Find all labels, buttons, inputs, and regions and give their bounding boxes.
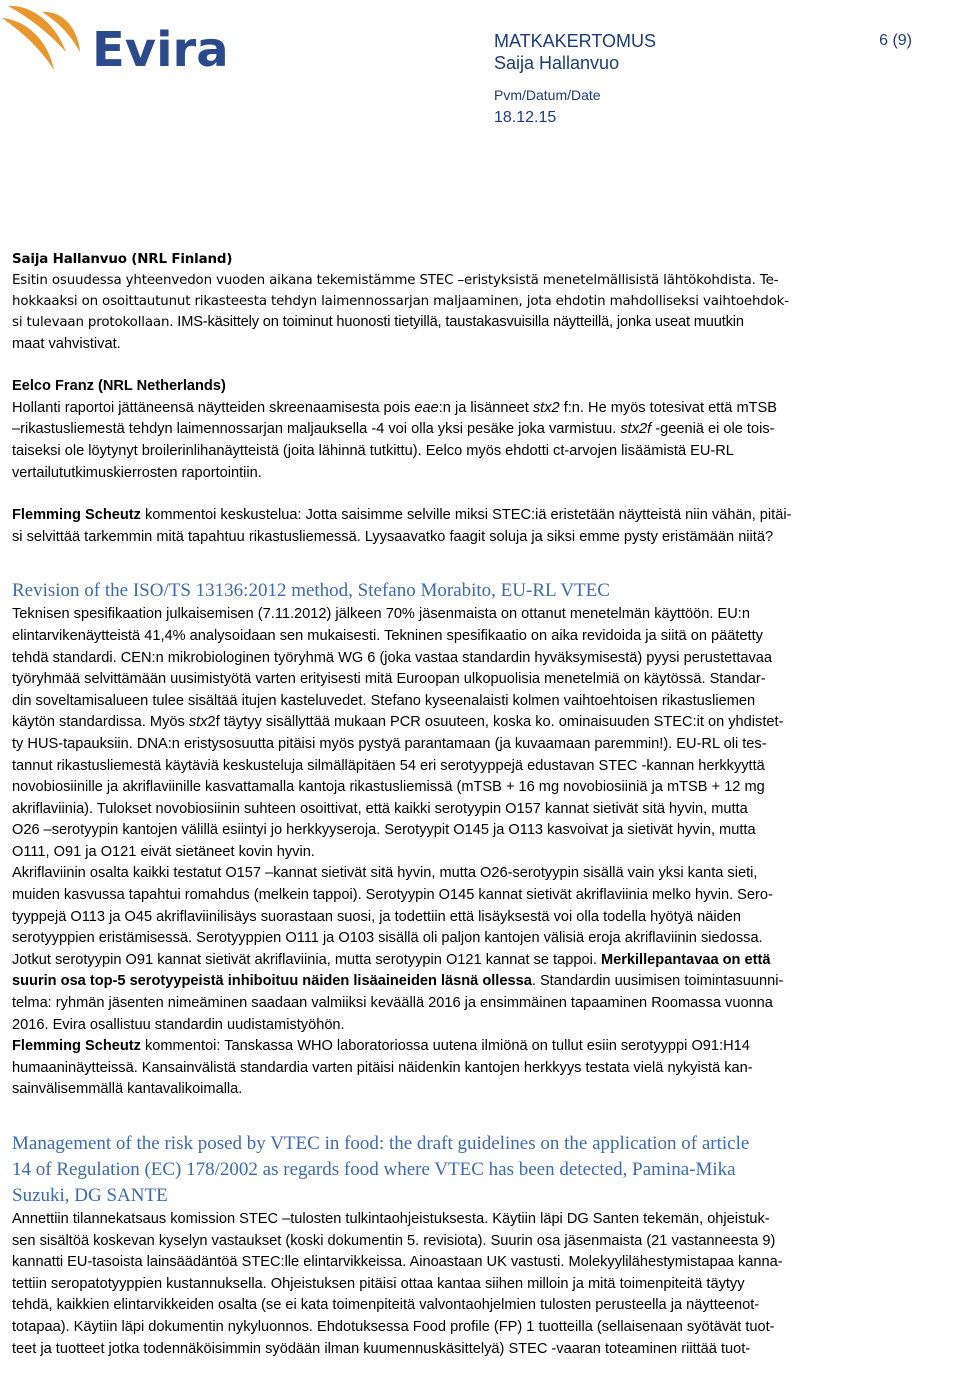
gene-name: stx <box>188 714 208 731</box>
section-title: Management of the risk posed by VTEC in food: the draft guidelines on the application of article <box>12 1133 750 1154</box>
paragraph-line: Esitin osuudessa yhteenvedon vuoden aikana tekemistämme STEC –eristyksistä menetelmällisistä lähtökohdista. Te- <box>12 273 779 288</box>
document-header <box>494 30 934 128</box>
date-label: Pvm/Datum/Date <box>494 87 601 103</box>
paragraph-line: Annettiin tilannekatsaus komission STEC –tulosten tulkintaohjeistuksesta. Käytiin läpi DG Santen tekemän, ohjeistuk- <box>12 1211 770 1227</box>
gene-name: stx2f <box>620 421 652 438</box>
paragraph-line: humaaninäytteissä. Kansainvälistä standardia varten pitäisi näidenkin kantojen herkkyys testata vielä nykyistä kan- <box>12 1059 753 1076</box>
document-type: MATKAKERTOMUS <box>494 31 657 51</box>
paragraph-line: hokkaaksi on osoittautunut rikasteesta tehdyn laimennossarjan maljaaminen, jota ehdotin mahdolliseksi vaihtoehdok- <box>12 294 789 309</box>
paragraph-line: elintarvikenäytteistä 41,4% analysoidaan sen mukaisesti. Tekninen spesifikaatio on aika revidoida ja siitä on päätetty <box>12 627 763 644</box>
text-run: kommentoi keskustelua: Jotta saisimme selville miksi STEC:iä eristetään näytteistä niin vähän, pitäi- <box>140 507 792 524</box>
gene-name: stx2 <box>532 399 560 416</box>
section-heading: Saija Hallanvuo (NRL Finland) <box>12 252 233 267</box>
paragraph-line <box>12 971 882 993</box>
page-number: 6 (9) <box>879 32 912 49</box>
paragraph-line: akriflaviinia). Tulokset novobiosiinin suhteen osoittivat, että kaikki serotyypin O157 kannat sietivät sitä hyvin, mutta <box>12 800 748 817</box>
paragraph-line: Teknisen spesifikaation julkaisemisen (7.11.2012) jälkeen 70% jäsenmaista on ottanut menetelmän käyttöön. EU:n <box>12 606 750 623</box>
text-run: :n ja lisänneet <box>438 399 533 416</box>
paragraph-line <box>12 950 882 972</box>
paragraph-line <box>12 505 882 527</box>
paragraph-line: din soveltamisalueen tulee sisältää itujen kasteluvedet. Stefano kyseenalaisti kolmen vaihtoehtoisen rikastusliemen <box>12 692 756 709</box>
paragraph-line: si selvittää tarkemmin mitä tapahtuu rikastusliemessä. Lyysaavatko faagit soluja ja siksi emme pysty eristämään niitä? <box>12 528 774 545</box>
date-value: 18.12.15 <box>494 109 557 126</box>
evira-logo <box>0 0 240 90</box>
gene-name: eae <box>414 399 439 416</box>
paragraph-line: muiden kasvussa tapahtui romahdus (melkein tappoi). Serotyypin O145 kannat sietivät akriflaviinia melko hyvin. Sero- <box>12 887 773 904</box>
paragraph-line: totapaa). Käytiin läpi dokumentin nykyluonnos. Ehdotuksessa Food profile (FP) 1 tuotteilla (sellaisenaan syötävät tuot- <box>12 1318 775 1335</box>
text-run: -geeniä ei ole tois- <box>651 421 775 438</box>
paragraph-line: tannut rikastusliemestä käytäviä keskusteluja silmälläpitäen 54 eri serotyyppejä edustavan STEC -kannan herkkyyttä <box>12 757 765 774</box>
paragraph-line: ty HUS-tapauksiin. DNA:n eristysosuutta pitäisi myös pystyä parantamaan (ja kuvaamaan paremmin!). EU-RL oli tes- <box>12 735 767 752</box>
emphasis-text: suurin osa top-5 serotyypeistä inhiboituu näiden lisäaineiden läsnä ollessa <box>12 973 532 990</box>
section-title: Suzuki, DG SANTE <box>12 1185 168 1206</box>
text-run: si tulevaan protokollaan. <box>12 315 174 330</box>
text-run: . Standardin uusimisen toimintasuunni- <box>531 973 784 990</box>
paragraph-line: Akriflaviinin osalta kaikki testatut O157 –kannat sietivät sitä hyvin, mutta O26-serotyypin sisällä vain yksi kanta sieti, <box>12 865 758 882</box>
section-title: Revision of the ISO/TS 13136:2012 method, Stefano Morabito, EU-RL VTEC <box>12 580 610 602</box>
text-run: –rikastusliemestä tehdyn laimennossarjan maljauksella -4 voi olla yksi pesäke joka varmistuu. <box>12 421 621 438</box>
paragraph-line: tyyppejä O113 ja O45 akriflaviinilisäys suorastaan suosi, ja todettiin että lisäyksestä voi olla todella hyötyä näiden <box>12 908 742 925</box>
paragraph-line: sainvälisemmällä kantavalikoimalla. <box>12 1081 243 1098</box>
text-run: f:n. He myös totesivat että mTSB <box>559 399 778 416</box>
emphasis-text: Merkillepantavaa on että <box>600 951 771 968</box>
speaker-name: Flemming Scheutz <box>12 1038 141 1055</box>
paragraph-line: maat vahvistivat. <box>12 335 121 352</box>
paragraph-line: vertailututkimuskierrosten raportointiin. <box>12 464 262 481</box>
evira-logo-mark <box>0 0 240 90</box>
paragraph-line <box>12 398 882 420</box>
paragraph-line: teet ja tuotteet jotka todennäköisimmin syödään ilman kuumennuskäsittelyä) STEC -vaaran toteaminen riittää tuot- <box>12 1340 751 1357</box>
paragraph-line: tehdä, kaikkien elintarvikkeiden osalta (se ei kata toimenpiteitä valvontaohjelmien tulosten perusteella ja näytteenot- <box>12 1297 760 1314</box>
paragraph-line: tettiin seropatotyyppien kustannuksella. Ohjeistuksen pitäisi ottaa kantaa siihen milloin ja mitä toimenpiteitä täytyy <box>12 1275 745 1292</box>
text-run: käytön standardissa. Myös <box>12 714 189 731</box>
paragraph-line: novobiosiinille ja akriflaviinille kasvattamalla kantoja rikastusliemissä (mTSB + 16 mg novobiosiiniä ja mTSB + 12 mg <box>12 779 765 796</box>
paragraph-line <box>12 1036 882 1058</box>
paragraph-line <box>12 712 882 734</box>
paragraph-line: 2016. Evira osallistuu standardin uudistamistyöhön. <box>12 1016 345 1033</box>
paragraph-line: tehdä standardi. CEN:n mikrobiologinen työryhmä WG 6 (joka vastaa standardin hyväksymisestä) pyysi perustettavaa <box>12 649 773 666</box>
text-run: Jotkut serotyypin O91 kannat sietivät akriflaviinia, mutta serotyypin O121 kannat se tappoi. <box>12 951 601 968</box>
paragraph-line <box>12 419 882 441</box>
text-run: IMS-käsittely on toiminut huonosti tietyillä, taustakasvuisilla näytteillä, jonka useat muutkin <box>173 314 744 330</box>
text-run: 2f täytyy sisällyttää mukaan PCR osuuteen, koska ko. ominaisuuden STEC:it on yhdistet- <box>207 714 784 731</box>
paragraph-line: O26 –serotyypin kantojen välillä esiintyi jo herkkyyseroja. Serotyypit O145 ja O113 kasvoivat ja sietivät hyvin, mutta <box>12 822 756 839</box>
logo-text: Evira <box>92 22 229 78</box>
paragraph-line: työryhmää selvittämään uusimistyötä varten erityisesti mitä Euroopan ulkopuolisia menetelmiä on käytössä. Standar- <box>12 671 766 688</box>
text-run: Hollanti raportoi jättäneensä näytteiden skreenaamisesta pois <box>12 399 415 416</box>
paragraph-line: O111, O91 ja O121 eivät sietäneet kovin hyvin. <box>12 843 315 860</box>
speaker-name: Flemming Scheutz <box>12 507 141 524</box>
text-run: kommentoi: Tanskassa WHO laboratoriossa uutena ilmiönä on tullut esiin serotyyppi O91:H14 <box>140 1038 750 1055</box>
paragraph-line: telma: ryhmän jäsenten nimeäminen saadaan valmiiksi keväällä 2016 ja ensimmäinen tapaaminen Roomassa vuonna <box>12 995 773 1012</box>
paragraph-line: taiseksi ole löytynyt broilerinlihanäytteistä (joita lähinnä tutkittu). Eelco myös ehdotti ct-arvojen lisäämistä EU-RL <box>12 442 734 459</box>
paragraph-line: kannatti EU-tasoista lainsäädäntöä STEC:lle elintarvikkeissa. Ainoastaan UK vastusti. Molekyylilähestymistapaa kanna- <box>12 1254 783 1271</box>
author-name: Saija Hallanvuo <box>494 53 620 73</box>
section-heading: Eelco Franz (NRL Netherlands) <box>12 378 226 395</box>
section-title: 14 of Regulation (EC) 178/2002 as regards food where VTEC has been detected, Pamina-Mika <box>12 1159 736 1180</box>
paragraph-line: sen sisältöä koskevan kyselyn vastaukset (koski dokumentin 5. revisiota). Suurin osa jäsenmaista (21 vastanneesta 9) <box>12 1232 776 1249</box>
paragraph-line: serotyyppien eristämisessä. Serotyyppien O111 ja O103 sisällä oli paljon kantojen välisiä eroja akriflaviinin siedossa. <box>12 930 763 947</box>
paragraph-line <box>12 312 882 334</box>
document-body <box>12 249 882 1360</box>
